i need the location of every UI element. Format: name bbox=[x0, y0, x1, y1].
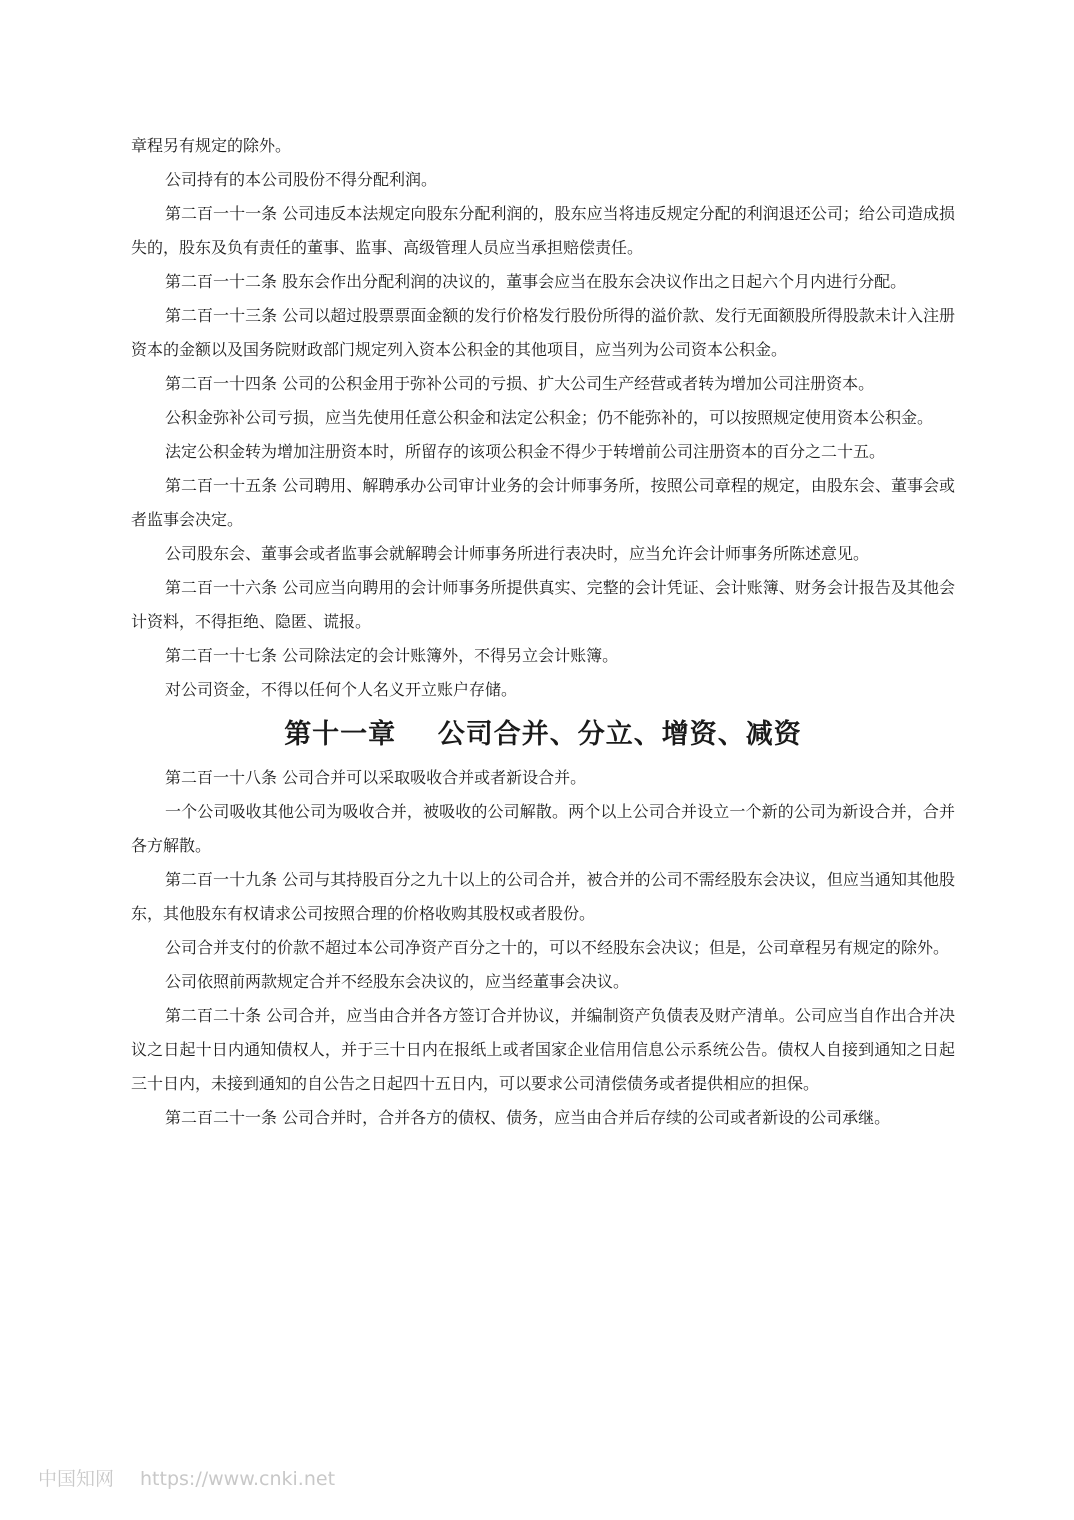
watermark-url: https://www.cnki.net bbox=[140, 1468, 336, 1490]
paragraph: 第二百一十四条 公司的公积金用于弥补公司的亏损、扩大公司生产经营或者转为增加公司注册资本。 bbox=[165, 374, 875, 393]
paragraph: 章程另有规定的除外。 bbox=[131, 136, 292, 155]
paragraph: 第二百二十一条 公司合并时，合并各方的债权、债务，应当由合并后存续的公司或者新设的公司承继。 bbox=[165, 1108, 891, 1127]
paragraph: 第二百一十三条 公司以超过股票票面金额的发行价格发行股份所得的溢价款、发行无面额股所得股款未计入注册资本的金额以及国务院财政部门规定列入资本公积金的其他项目，应当列为公司资本公积金。 bbox=[131, 306, 955, 359]
paragraph: 第二百一十九条 公司与其持股百分之九十以上的公司合并，被合并的公司不需经股东会决议，但应当通知其他股东，其他股东有权请求公司按照合理的价格收购其股权或者股份。 bbox=[131, 870, 955, 923]
paragraph: 公司合并支付的价款不超过本公司净资产百分之十的，可以不经股东会决议；但是，公司章程另有规定的除外。 bbox=[165, 938, 950, 957]
document-body bbox=[131, 129, 955, 1135]
watermark-name: 中国知网 bbox=[38, 1468, 115, 1490]
paragraph: 公司持有的本公司股份不得分配利润。 bbox=[165, 170, 438, 189]
paragraph: 一个公司吸收其他公司为吸收合并，被吸收的公司解散。两个以上公司合并设立一个新的公司为新设合并，合并各方解散。 bbox=[131, 802, 955, 855]
paragraph: 公司股东会、董事会或者监事会就解聘会计师事务所进行表决时，应当允许会计师事务所陈述意见。 bbox=[165, 544, 870, 563]
paragraphs-after-chapter bbox=[131, 761, 955, 1135]
paragraph: 法定公积金转为增加注册资本时，所留存的该项公积金不得少于转增前公司注册资本的百分之二十五。 bbox=[165, 442, 886, 461]
paragraph: 对公司资金，不得以任何个人名义开立账户存储。 bbox=[165, 680, 518, 699]
paragraph: 第二百一十二条 股东会作出分配利润的决议的，董事会应当在股东会决议作出之日起六个月内进行分配。 bbox=[165, 272, 907, 291]
paragraphs-before-chapter bbox=[131, 129, 955, 707]
paragraph: 公司依照前两款规定合并不经股东会决议的，应当经董事会决议。 bbox=[165, 972, 630, 991]
paragraph: 第二百一十五条 公司聘用、解聘承办公司审计业务的会计师事务所，按照公司章程的规定，由股东会、董事会或者监事会决定。 bbox=[131, 476, 955, 529]
chapter-title: 第十一章 公司合并、分立、增资、减资 bbox=[284, 719, 802, 750]
cnki-watermark bbox=[38, 1464, 335, 1491]
paragraph: 第二百一十八条 公司合并可以采取吸收合并或者新设合并。 bbox=[165, 768, 587, 787]
paragraph: 第二百二十条 公司合并，应当由合并各方签订合并协议，并编制资产负债表及财产清单。公司应当自作出合并决议之日起十日内通知债权人，并于三十日内在报纸上或者国家企业信用信息公示系统公告。债权人自接到通知之日起三十日内，未接到通知的自公告之日起四十五日内，可以要求公司清偿债务或者提供相应的担保。 bbox=[131, 1006, 955, 1093]
paragraph: 第二百一十七条 公司除法定的会计账簿外，不得另立会计账簿。 bbox=[165, 646, 619, 665]
paragraph: 公积金弥补公司亏损，应当先使用任意公积金和法定公积金；仍不能弥补的，可以按照规定使用资本公积金。 bbox=[165, 408, 934, 427]
paragraph: 第二百一十六条 公司应当向聘用的会计师事务所提供真实、完整的会计凭证、会计账簿、财务会计报告及其他会计资料，不得拒绝、隐匿、谎报。 bbox=[131, 578, 955, 631]
paragraph: 第二百一十一条 公司违反本法规定向股东分配利润的，股东应当将违反规定分配的利润退还公司；给公司造成损失的，股东及负有责任的董事、监事、高级管理人员应当承担赔偿责任。 bbox=[131, 204, 955, 257]
